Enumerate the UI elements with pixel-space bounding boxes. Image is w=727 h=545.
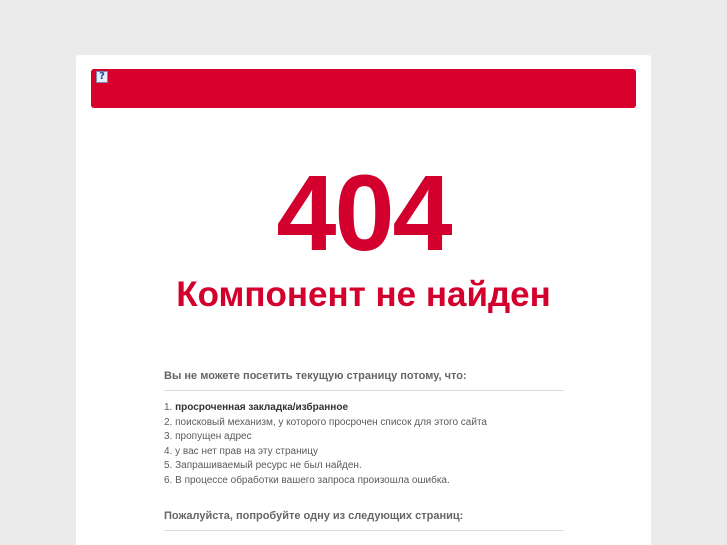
list-item bbox=[164, 401, 564, 416]
reasons-list bbox=[164, 401, 564, 488]
reasons-intro: Вы не можете посетить текущую страницу потому, что: bbox=[164, 368, 564, 391]
list-item bbox=[164, 474, 564, 489]
list-item bbox=[164, 445, 564, 460]
error-title: Компонент не найден bbox=[176, 275, 551, 314]
list-item bbox=[164, 430, 564, 445]
reason-text: В процессе обработки вашего запроса произошла ошибка. bbox=[175, 474, 450, 486]
reason-number: 2. bbox=[164, 416, 173, 428]
error-page-container bbox=[76, 55, 651, 545]
reason-number: 6. bbox=[164, 474, 173, 486]
error-code: 404 bbox=[276, 152, 451, 273]
reason-number: 3. bbox=[164, 431, 173, 442]
reason-text: пропущен адрес bbox=[175, 431, 252, 442]
reason-number: 5. bbox=[164, 460, 173, 471]
list-item bbox=[164, 459, 564, 474]
reason-text: у вас нет прав на эту страницу bbox=[175, 445, 318, 457]
reason-text: Запрашиваемый ресурс не был найден. bbox=[175, 460, 362, 471]
error-details bbox=[164, 368, 564, 531]
broken-image-icon: ? bbox=[96, 71, 108, 83]
try-pages-heading: Пожалуйста, попробуйте одну из следующих страниц: bbox=[164, 508, 564, 531]
reason-number: 1. bbox=[164, 402, 173, 413]
reason-number: 4. bbox=[164, 445, 173, 457]
list-item bbox=[164, 416, 564, 431]
reason-text: поисковый механизм, у которого просрочен список для этого сайта bbox=[175, 416, 487, 428]
header-bar bbox=[91, 69, 636, 108]
reason-text: просроченная закладка/избранное bbox=[175, 402, 349, 413]
